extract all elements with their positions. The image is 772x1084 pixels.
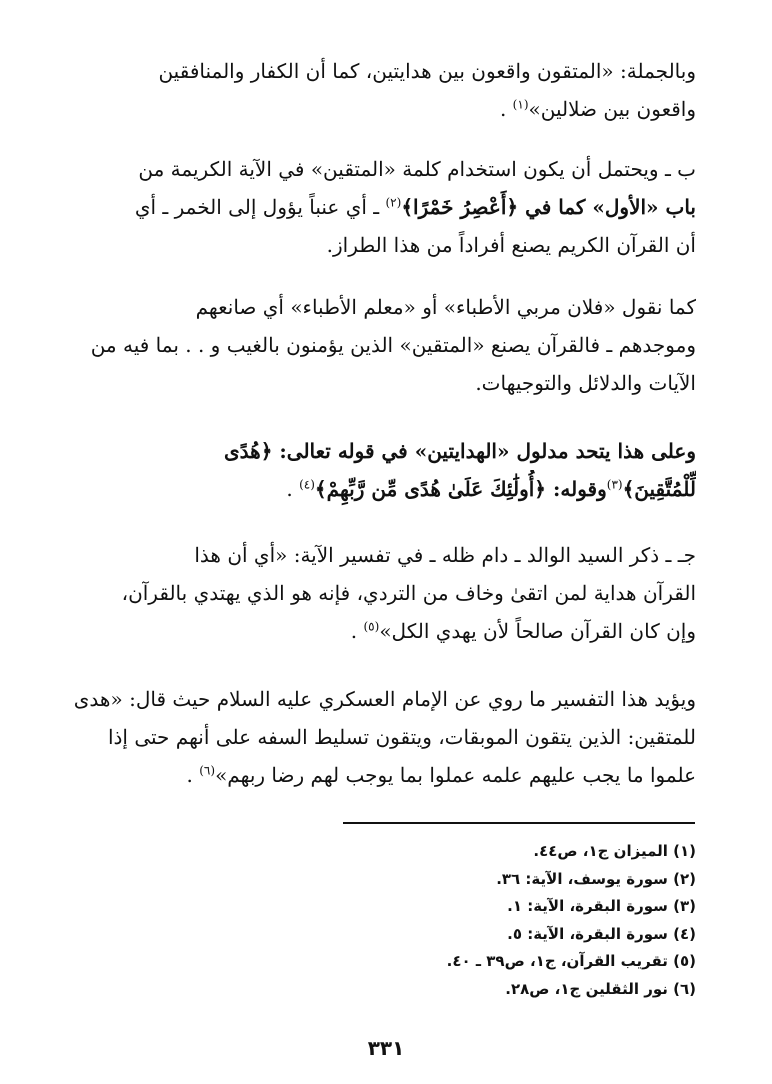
paragraph-3-line-2: وموجدهم ـ فالقرآن يصنع «المتقين» الذين يؤمنون بالغيب و . . بما فيه من xyxy=(90,333,696,357)
footnote-3: (٣) سورة البقرة، الآية: ١. xyxy=(507,897,696,915)
paragraph-1-line-2-text: واقعون بين ضلالين» xyxy=(528,97,696,121)
footnote-ref-4[interactable]: (٤) xyxy=(299,477,315,492)
footnote-separator xyxy=(343,822,695,824)
footnote-6: (٦) نور الثقلين ج١، ص٢٨. xyxy=(505,979,696,998)
paragraph-1-line-2 xyxy=(74,90,696,128)
paragraph-3 xyxy=(74,288,696,402)
paragraph-6 xyxy=(74,680,696,794)
page-number: ٣٣١ xyxy=(367,1036,405,1060)
paragraph-5-line-2: القرآن هداية لمن اتقىٰ وخاف من التردي، فإنه هو الذي يهتدي بالقرآن، xyxy=(121,581,696,605)
footnote-2: (٢) سورة يوسف، الآية: ٣٦. xyxy=(496,869,696,888)
paragraph-4-line-2-text: وقوله: ﴿أُولَٰئِكَ عَلَىٰ هُدًى مِّن رَّبِّهِمْ﴾ xyxy=(314,477,607,501)
paragraph-2-line-2-tail: ـ أي عنباً يؤول إلى الخمر ـ أي xyxy=(134,195,386,219)
paragraph-2-line-2-text: باب «الأول» كما في ﴿أَعْصِرُ خَمْرًا﴾ xyxy=(401,195,696,219)
paragraph-5 xyxy=(74,536,696,650)
paragraph-4-line-2-verse: لِّلْمُتَّقِينَ﴾ xyxy=(622,477,696,501)
paragraph-2-line-2 xyxy=(74,188,696,226)
footnote-ref-5[interactable]: (٥) xyxy=(363,619,380,634)
paragraph-4 xyxy=(74,432,696,508)
paragraph-6-line-2: للمتقين: الذين يتقون الموبقات، ويتقون تسليط السفه على أنهم حتى إذا xyxy=(107,725,696,749)
paragraph-4-line-1: وعلى هذا يتحد مدلول «الهدايتين» في قوله تعالى: ﴿هُدًى xyxy=(224,439,696,463)
paragraph-6-line-3 xyxy=(74,756,696,794)
footnote-4: (٤) سورة البقرة، الآية: ٥. xyxy=(507,924,696,943)
footnote-ref-3[interactable]: (٣) xyxy=(606,477,623,492)
paragraph-6-line-1: ويؤيد هذا التفسير ما روي عن الإمام العسكري عليه السلام حيث قال: «هدى xyxy=(74,687,696,711)
footnote-ref-2[interactable]: (٢) xyxy=(385,195,402,210)
paragraph-6-line-3-text: علموا ما يجب عليهم علمه عملوا بما يوجب لهم رضا ربهم» xyxy=(215,763,696,787)
paragraph-5-line-3 xyxy=(74,612,696,650)
footnote-ref-1[interactable]: (١) xyxy=(512,97,529,112)
footnote-5: (٥) تقريب القرآن، ج١، ص٣٩ ـ ٤٠. xyxy=(446,952,696,970)
paragraph-5-line-1: جـ ـ ذكر السيد الوالد ـ دام ظله ـ في تفسير الآية: «أي أن هذا xyxy=(194,543,696,567)
paragraph-4-line-2 xyxy=(74,470,696,508)
paragraph-2 xyxy=(74,150,696,264)
paragraph-1 xyxy=(74,52,696,128)
footnote-1: (١) الميزان ج١، ص٤٤. xyxy=(533,842,696,860)
paragraph-3-line-3: الآيات والدلائل والتوجيهات. xyxy=(475,371,696,395)
paragraph-2-line-1: ب ـ ويحتمل أن يكون استخدام كلمة «المتقين» في الآية الكريمة من xyxy=(138,157,696,181)
footnotes-list xyxy=(300,838,696,1003)
paragraph-4-tail: . xyxy=(286,477,300,501)
paragraph-6-tail: . xyxy=(186,763,200,787)
footnote-ref-6[interactable]: (٦) xyxy=(199,763,216,778)
paragraph-5-tail: . xyxy=(350,619,364,643)
paragraph-1-tail: . xyxy=(499,97,513,121)
paragraph-3-line-1: كما نقول «فلان مربي الأطباء» أو «معلم الأطباء» أي صانعهم xyxy=(195,295,696,319)
paragraph-2-line-3: أن القرآن الكريم يصنع أفراداً من هذا الطراز. xyxy=(326,233,696,257)
paragraph-5-line-3-text: وإن كان القرآن صالحاً لأن يهدي الكل» xyxy=(379,619,696,643)
paragraph-1-line-1: وبالجملة: «المتقون واقعون بين هدايتين، كما أن الكفار والمنافقين xyxy=(158,59,696,83)
